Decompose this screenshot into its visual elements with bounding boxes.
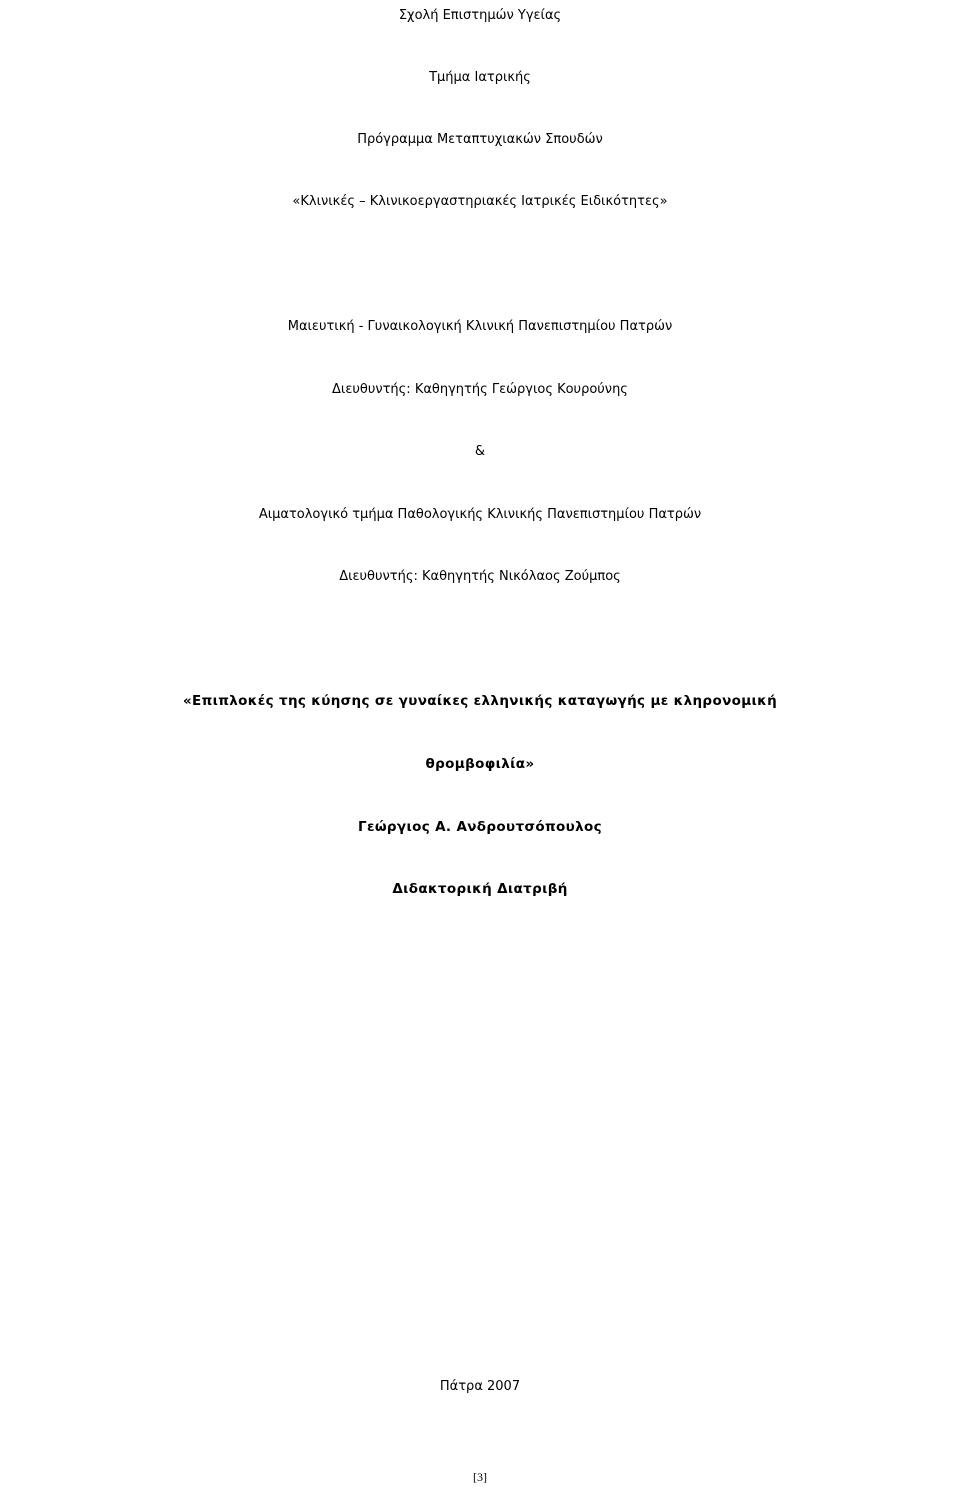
- clinic1-name: Μαιευτική - Γυναικολογική Κλινική Πανεπιστημίου Πατρών: [287, 319, 673, 334]
- thesis-title-line2: θρομβοφιλία»: [425, 756, 535, 772]
- thesis-title-line1: «Επιπλοκές της κύησης σε γυναίκες ελληνικής καταγωγής με κληρονομική: [182, 693, 778, 709]
- thesis-author: Γεώργιος Α. Ανδρουτσόπουλος: [358, 819, 602, 835]
- ampersand-separator: &: [474, 444, 486, 459]
- clinic2-name: Αιματολογικό τμήμα Παθολογικής Κλινικής Πανεπιστημίου Πατρών: [258, 507, 702, 522]
- page-number: [3]: [473, 1470, 487, 1484]
- department-name: Τμήμα Ιατρικής: [429, 70, 531, 85]
- school-name: Σχολή Επιστημών Υγείας: [398, 8, 562, 23]
- program-name: Πρόγραμμα Μεταπτυχιακών Σπουδών: [357, 132, 603, 147]
- thesis-type: Διδακτορική Διατριβή: [392, 881, 568, 897]
- clinic1-director: Διευθυντής: Καθηγητής Γεώργιος Κουρούνης: [332, 382, 628, 397]
- specialties-name: «Κλινικές – Κλινικοεργαστηριακές Ιατρικές Ειδικότητες»: [292, 194, 668, 209]
- place-year: Πάτρα 2007: [439, 1379, 521, 1394]
- clinic2-director: Διευθυντής: Καθηγητής Νικόλαος Ζούμπος: [339, 569, 621, 584]
